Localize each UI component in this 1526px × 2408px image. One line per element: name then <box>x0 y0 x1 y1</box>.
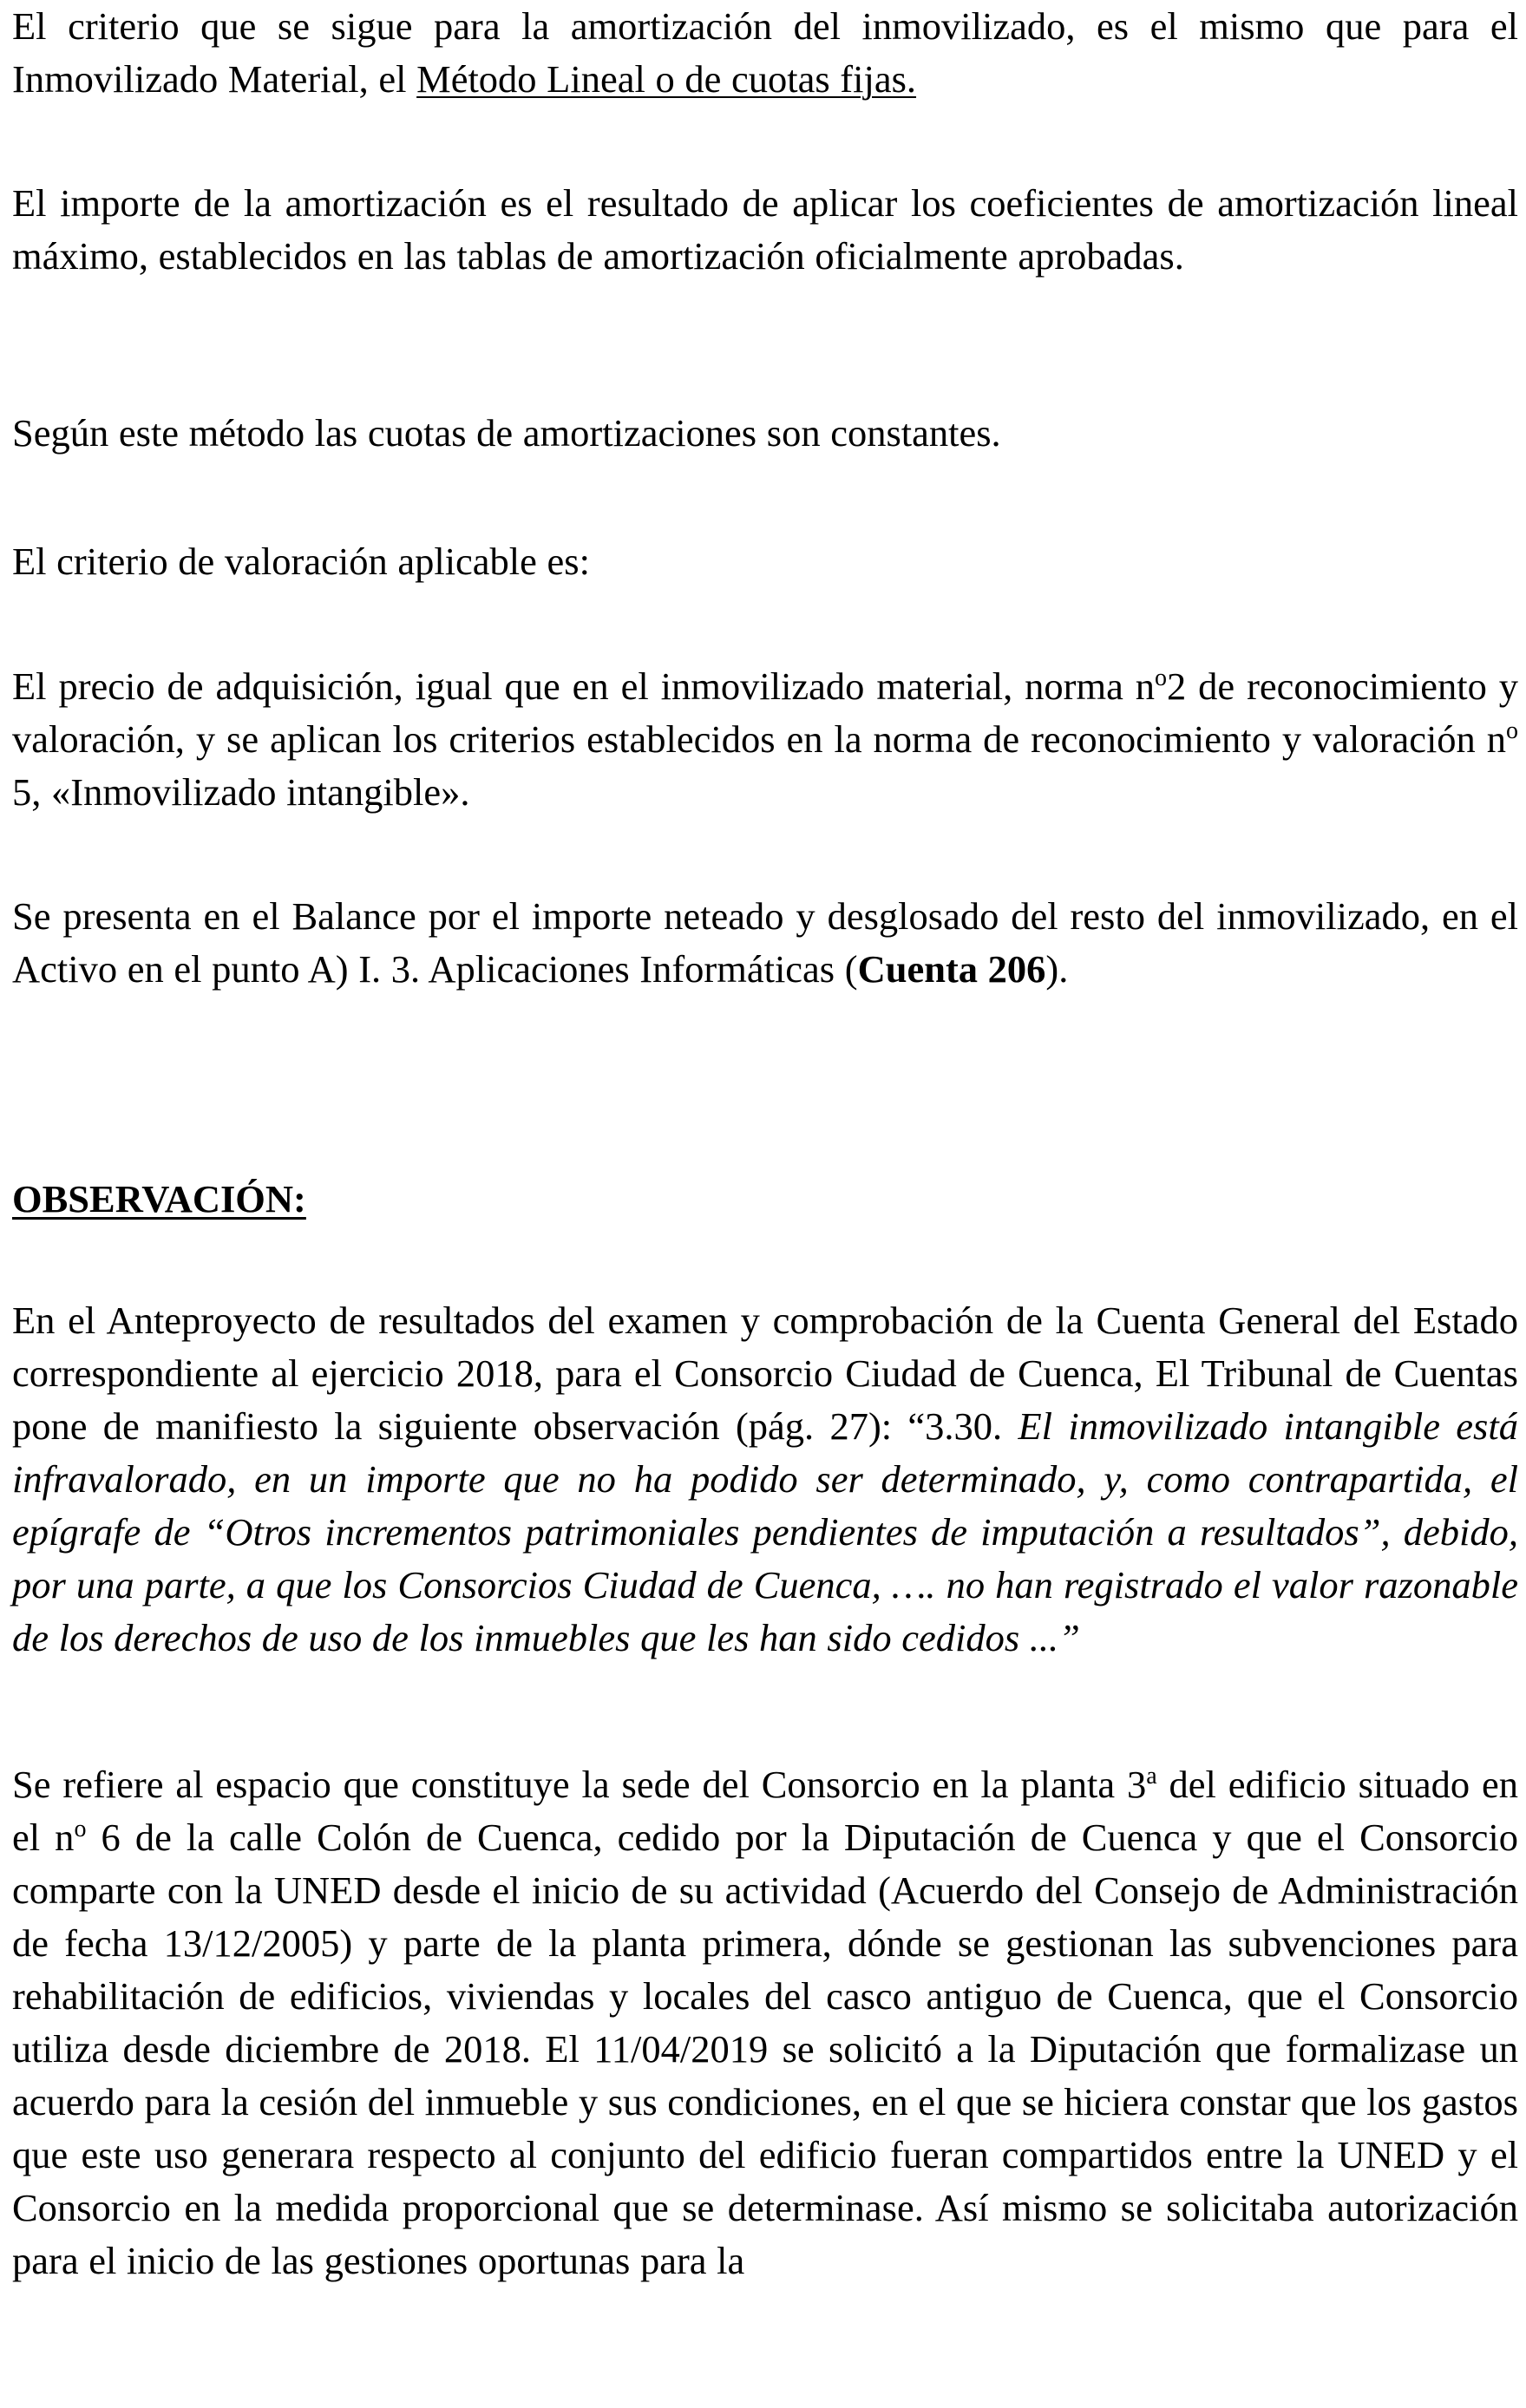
paragraph-observation-quote <box>12 1294 1518 1665</box>
paragraph-acquisition-price <box>12 660 1518 819</box>
superscript: o <box>1155 664 1167 691</box>
paragraph-balance-presentation <box>12 890 1518 996</box>
paragraph-headquarters-space <box>12 1758 1518 2287</box>
superscript: o <box>74 1816 87 1842</box>
account-reference: Cuenta 206 <box>857 947 1046 991</box>
quoted-text: El inmovilizado intangible está infravalorado, en un importe que no ha podido ser determinado, y, como contrapartida, el epígrafe de “Otros incrementos patrimoniales pendientes de imputación a resultados”, debido, por una parte, a que los Consorcios Ciudad de Cuenca, …. no han registrado el valor razonable de los derechos de uso de los inmuebles que les han sido cedidos ...” <box>12 1404 1518 1659</box>
superscript: a <box>1146 1763 1157 1790</box>
heading-text: OBSERVACIÓN: <box>12 1177 306 1220</box>
paragraph-text: Se refiere al espacio que constituye la sede del Consorcio en la planta 3 <box>12 1763 1147 1806</box>
paragraph-text: 5, «Inmovilizado intangible». <box>12 770 470 814</box>
paragraph-amortization-criterion <box>12 0 1518 106</box>
paragraph-text: El criterio que se sigue para la amortización del inmovilizado, es el mismo que para el Inmovilizado Material, el <box>12 4 1518 101</box>
paragraph-constant-quotas: Según este método las cuotas de amortizaciones son constantes. <box>12 411 1001 455</box>
superscript: o <box>1506 717 1518 744</box>
paragraph-text: 2 de reconocimiento y valoración, y se aplican los criterios establecidos en la norma de reconocimiento y valoración n <box>12 664 1518 761</box>
paragraph-text: Se presenta en el Balance por el importe neteado y desglosado del resto del inmovilizado, en el Activo en el punto A) I. 3. Aplicaciones Informáticas ( <box>12 894 1518 991</box>
paragraph-text: En el Anteproyecto de resultados del examen y comprobación de la Cuenta General del Estado correspondiente al ejercicio 2018, para el Consorcio Ciudad de Cuenca, El Tribunal de Cuentas pone de manifiesto la siguiente observación (pág. 27): “3.30. <box>12 1299 1518 1448</box>
paragraph-text: 6 de la calle Colón de Cuenca, cedido por la Diputación de Cuenca y que el Consorcio comparte con la UNED desde el inicio de su actividad (Acuerdo del Consejo de Administración de fecha 13/12/2005) y parte de la planta primera, dónde se gestionan las subvenciones para rehabilitación de edificios, viviendas y locales del casco antiguo de Cuenca, que el Consorcio utiliza desde diciembre de 2018. El 11/04/2019 se solicitó a la Diputación que formalizase un acuerdo para la cesión del inmueble y sus condiciones, en el que se hiciera constar que los gastos que este uso generara respecto al conjunto del edificio fueran compartidos entre la UNED y el Consorcio en la medida proporcional que se determinase. Así mismo se solicitaba autorización para el inicio de las gestiones oportunas para la <box>12 1816 1519 2282</box>
paragraph-text: El precio de adquisición, igual que en el inmovilizado material, norma n <box>12 664 1155 708</box>
paragraph-valuation-criterion: El criterio de valoración aplicable es: <box>12 540 590 583</box>
paragraph-amortization-amount: El importe de la amortización es el resultado de aplicar los coeficientes de amortización lineal máximo, establecidos en las tablas de amortización oficialmente aprobadas. <box>12 181 1518 278</box>
paragraph-text: del edificio situado en el n <box>12 1763 1518 1859</box>
linear-method-link[interactable]: Método Lineal o de cuotas fijas. <box>416 57 917 101</box>
observation-heading <box>12 1173 306 1226</box>
paragraph-text: ). <box>1045 947 1069 991</box>
